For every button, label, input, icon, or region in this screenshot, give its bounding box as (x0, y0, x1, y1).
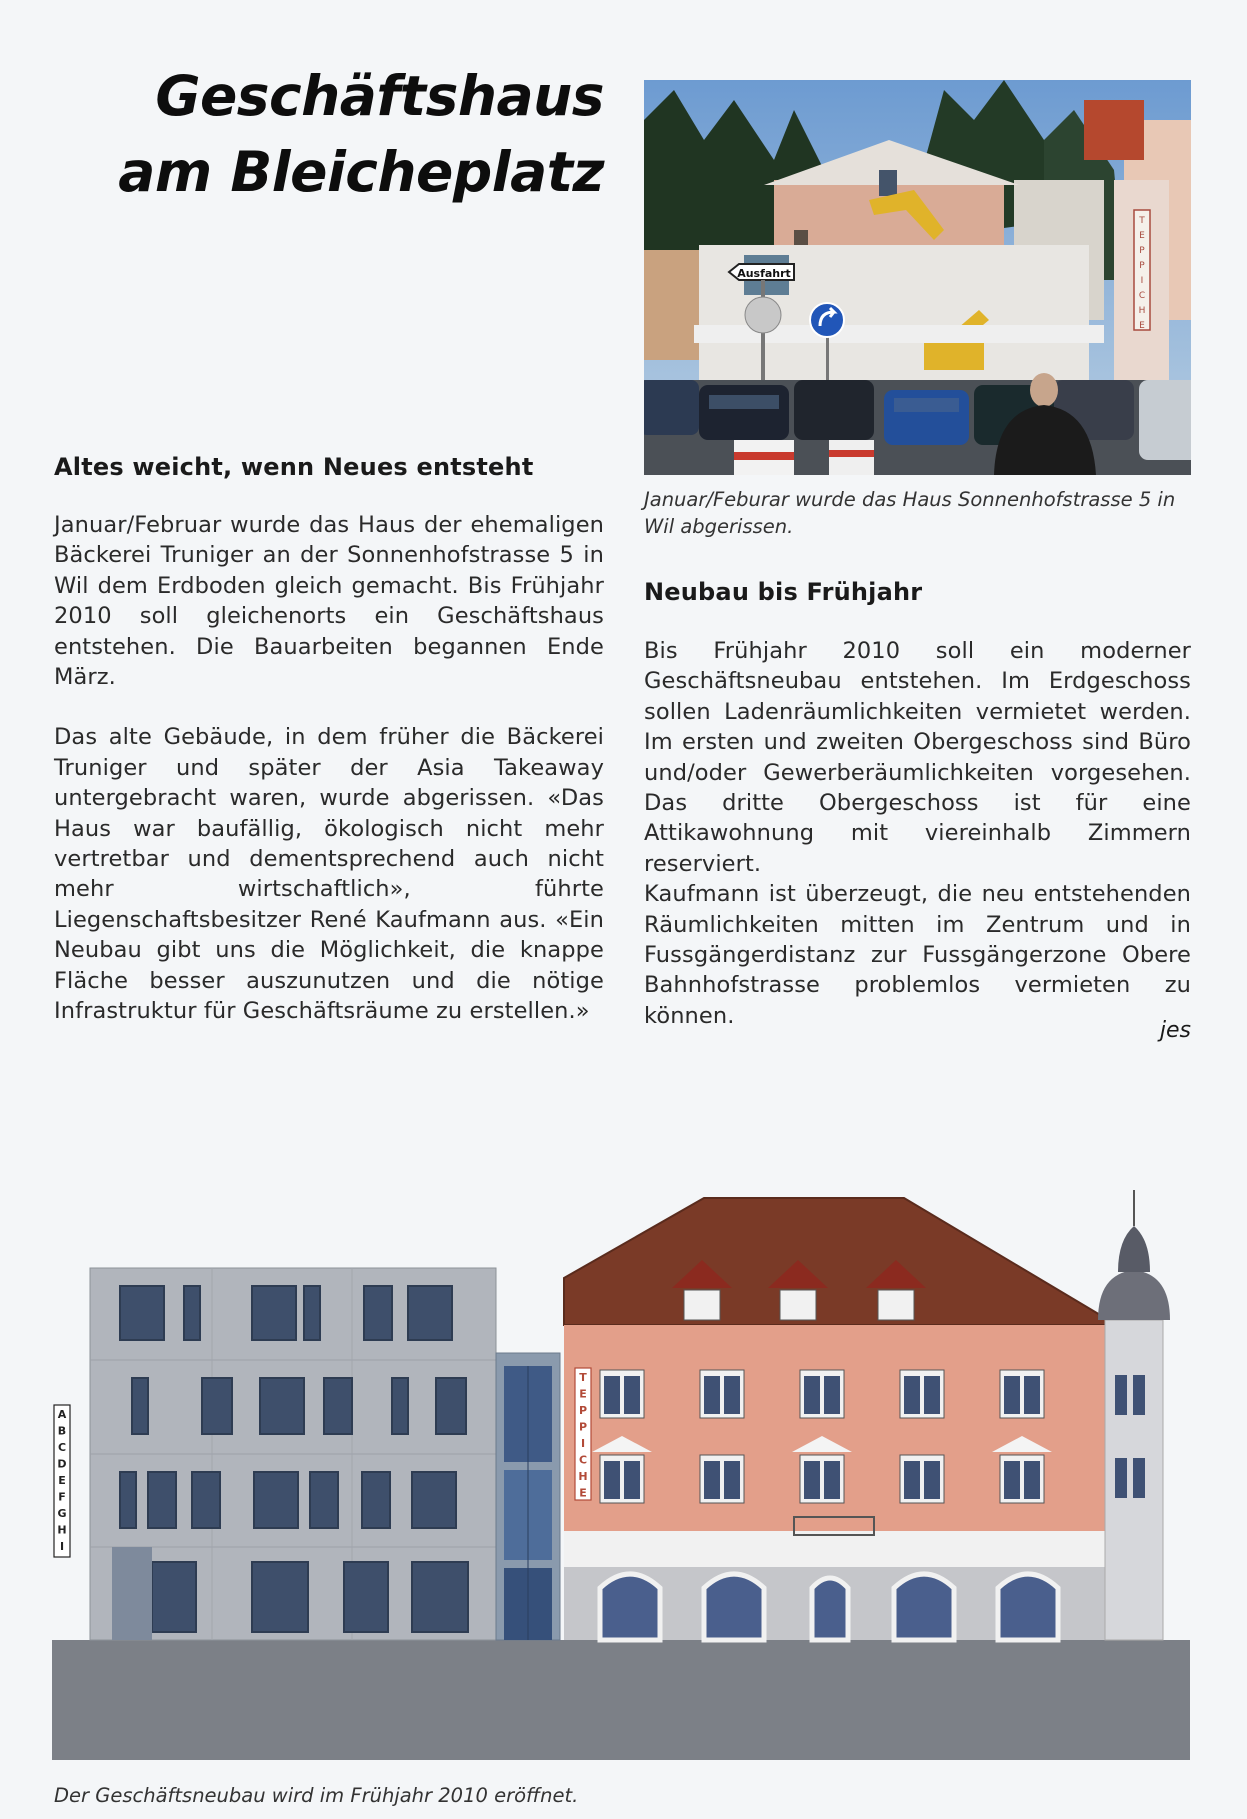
sign-letter: E (58, 1474, 66, 1487)
title-line-1: Geschäftshaus (155, 64, 604, 128)
sign-letter: H (578, 1470, 588, 1483)
sign-letter: P (1139, 261, 1145, 271)
sign-letter: I (59, 1540, 65, 1553)
teppiche-sign (1134, 210, 1150, 331)
sign-letter: D (57, 1457, 67, 1471)
elevation-caption: Der Geschäftsneubau wird im Frühjahr 2010 eröffnet. (54, 1784, 579, 1807)
sign-letter: E (579, 1486, 587, 1500)
section2-paragraph: Bis Frühjahr 2010 soll ein moderner Geschäftsneubau entstehen. Im Erdgeschoss sollen Ladenräumlichkeiten vermietet werden. Im ersten und zweiten Obergeschoss sind Büro und/oder Gewerberäumlichkeiten vorgesehen. Das dritte Obergeschoss ist für eine Attikawohnung mit viereinhalb Zimmern reserviert. (644, 638, 1191, 877)
section1-paragraph: Das alte Gebäude, in dem früher die Bäckerei Truniger und später der Asia Takeaway untergebracht waren, wurde abgerissen. «Das Haus war baufällig, ökologisch nicht mehr vertretbar und dementsprechend auch nicht mehr wirtschaftlich», führte Liegenschaftsbesitzer René Kaufmann aus. «Ein Neubau gibt uns die Möglichkeit, die knappe Fläche besser auszunutzen und die nötige Infrastruktur für Geschäftsräume zu erstellen.» (54, 724, 604, 1025)
section2-heading: Neubau bis Frühjahr (644, 578, 923, 606)
section2-paragraph: Kaufmann ist überzeugt, die neu entstehenden Räumlichkeiten mitten im Zentrum und in Fussgängerdistanz zur Fussgängerzone Obere Bahnhofstrasse problemlos vermieten zu können. (644, 881, 1191, 1029)
new-building (54, 1268, 496, 1640)
demolition-photo (644, 80, 1191, 475)
sign-letter: H (1138, 306, 1146, 316)
sign-letter: I (1140, 276, 1144, 286)
sign-letter: P (578, 1404, 588, 1417)
building-elevation (52, 1190, 1190, 1760)
sign-letter: P (1139, 246, 1145, 256)
existing-building (564, 1190, 1170, 1640)
sign-letter: T (1139, 216, 1145, 226)
sign-letter: E (1139, 231, 1145, 241)
page-title (80, 58, 604, 210)
sign-letter: H (57, 1523, 67, 1537)
sign-letter: B (57, 1424, 67, 1438)
svg-text:ABCDEFGHI (57, 1408, 66, 1553)
section1-heading: Altes weicht, wenn Neues entsteht (54, 453, 534, 481)
section1-paragraph: Januar/Februar wurde das Haus der ehemaligen Bäckerei Truniger an der Sonnenhofstrasse 5 in Wil dem Erdboden gleich gemacht. Bis Frühjahr 2010 soll gleichenorts ein Geschäftshaus entstehen. Die Bauarbeiten begannen Ende März. (54, 512, 604, 691)
sign-letter: C (1138, 291, 1146, 301)
abcdefghi-sign (54, 1405, 70, 1557)
sign-letter: A (57, 1408, 67, 1421)
sign-letter: I (580, 1437, 586, 1450)
author: jes (1159, 1018, 1191, 1043)
sign-letter: P (578, 1420, 588, 1434)
sign-letter: G (57, 1507, 67, 1520)
glass-connector (496, 1353, 560, 1640)
section2-body (644, 636, 1191, 1031)
sign-letter: T (579, 1371, 587, 1384)
sign-letter: C (578, 1453, 588, 1467)
sign-letter: F (58, 1490, 66, 1504)
photo-caption: Januar/Feburar wurde das Haus Sonnenhofstrasse 5 in Wil abgerissen. (644, 488, 1176, 538)
sign-letter: C (57, 1441, 67, 1454)
ausfahrt-sign: Ausfahrt (737, 267, 791, 280)
teppiche-sign (575, 1368, 591, 1500)
section1-body (54, 510, 604, 1057)
sign-letter: E (579, 1387, 587, 1401)
sign-letter: E (1139, 321, 1145, 331)
title-line-2: am Bleicheplatz (118, 140, 604, 204)
